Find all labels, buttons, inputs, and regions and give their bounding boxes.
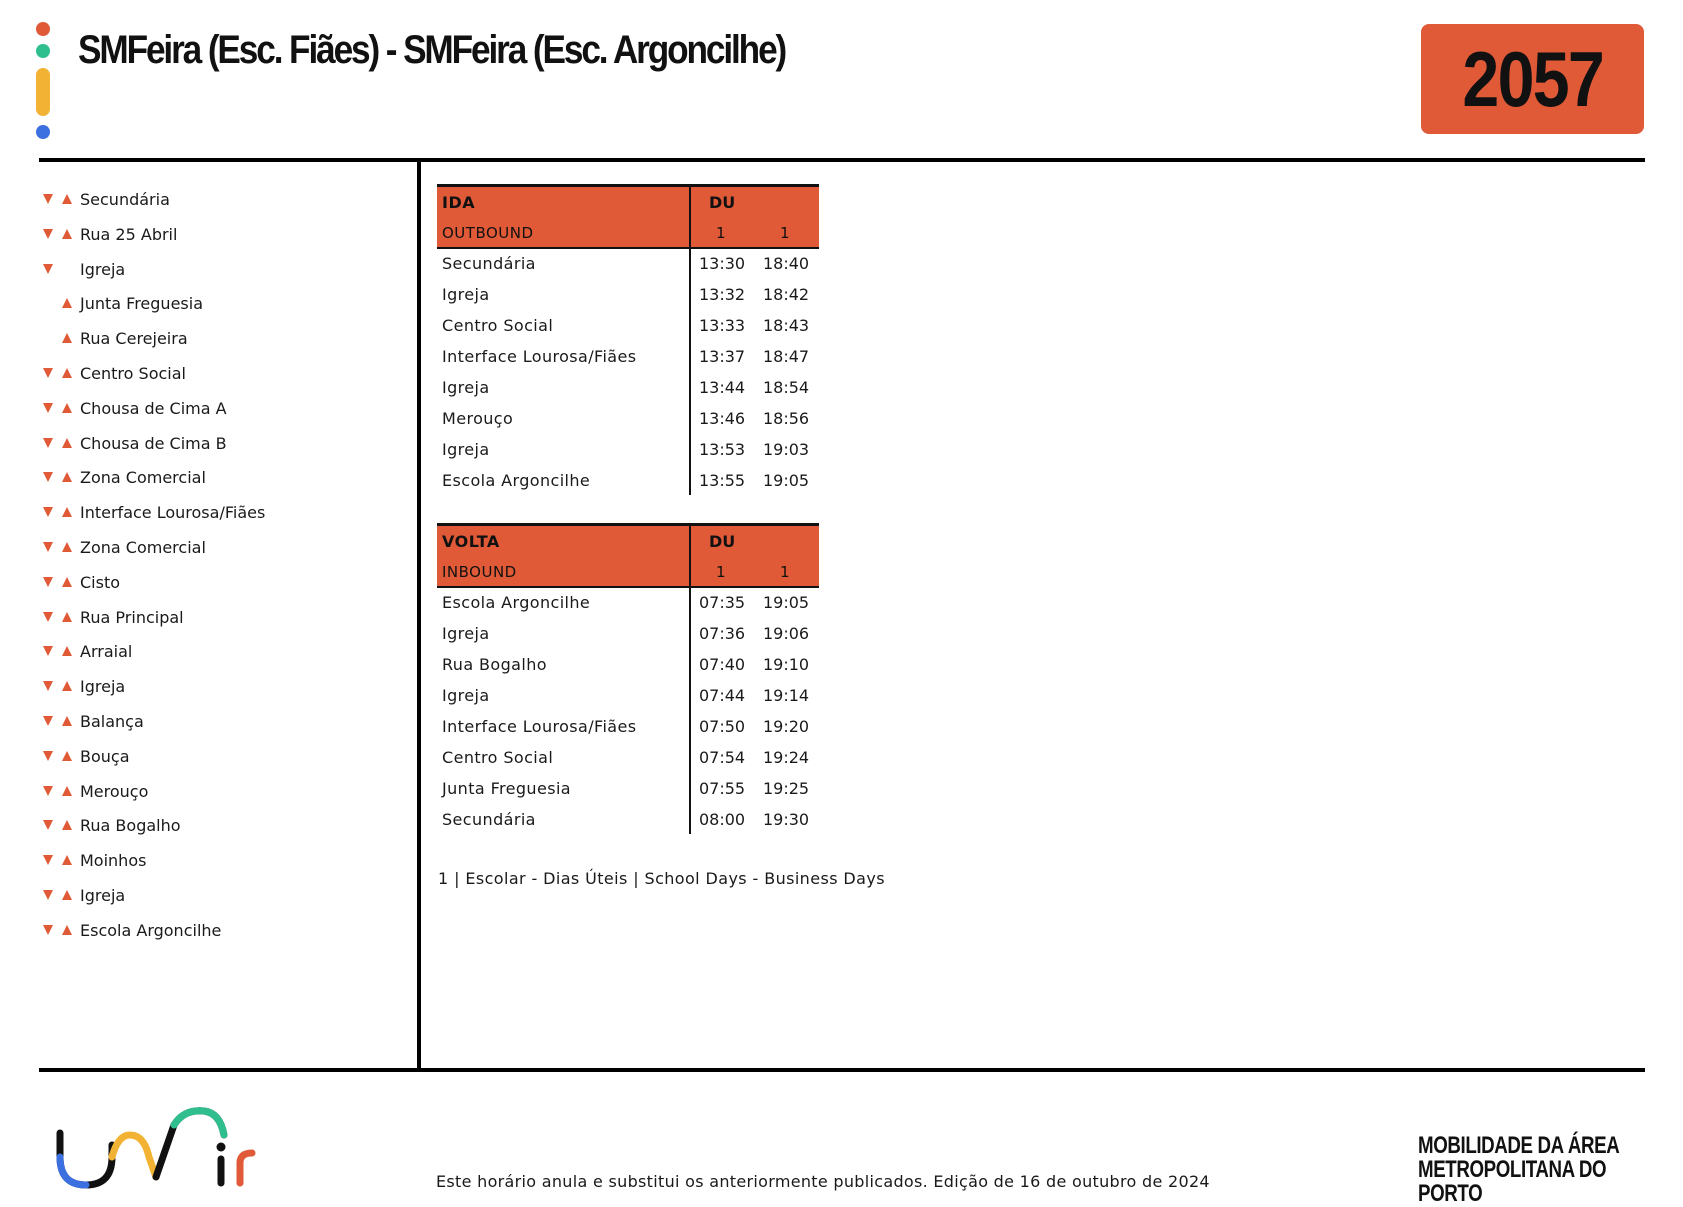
outbound-arrow-icon [43, 646, 53, 656]
outbound-arrow-icon [43, 403, 53, 413]
timetable-row [437, 650, 819, 681]
unir-logo [54, 1105, 259, 1199]
departure-time: 13:44 [699, 378, 746, 397]
timetable-row [437, 712, 819, 743]
stop-list-item [40, 225, 400, 260]
inbound-arrow-icon [62, 751, 72, 761]
direction-arrows [40, 434, 80, 454]
amp-logo [1418, 1134, 1625, 1206]
direction-arrows [40, 851, 80, 871]
departure-time: 07:35 [699, 593, 746, 612]
direction-arrows [40, 399, 80, 419]
departure-time: 19:24 [763, 748, 810, 767]
timetable-stop-name: Escola Argoncilhe [442, 471, 591, 490]
direction-arrows [40, 225, 80, 245]
stop-list-item [40, 886, 400, 921]
timetable-separator [689, 184, 691, 495]
timetable-row [437, 373, 819, 404]
dot-blue [36, 125, 50, 139]
timetable-stop-name: Secundária [442, 810, 536, 829]
direction-arrows [40, 260, 80, 280]
timetable-stop-name: Igreja [442, 686, 490, 705]
departure-time: 19:05 [763, 593, 810, 612]
stop-list-item [40, 329, 400, 364]
direction-arrows [40, 294, 80, 314]
stop-list-item [40, 573, 400, 608]
stop-label: Bouça [80, 746, 130, 766]
inbound-arrow-icon [62, 368, 72, 378]
day-type-label: DU [709, 532, 736, 551]
inbound-arrow-icon [62, 612, 72, 622]
stop-label: Cisto [80, 572, 121, 592]
inbound-arrow-icon [62, 542, 72, 552]
stop-label: Escola Argoncilhe [80, 920, 222, 940]
departure-time: 18:40 [763, 254, 810, 273]
direction-arrows [40, 329, 80, 349]
timetable-row [437, 588, 819, 619]
outbound-arrow-icon [43, 612, 53, 622]
timetable-stop-name: Igreja [442, 378, 490, 397]
stop-list-item [40, 468, 400, 503]
outbound-arrow-icon [43, 786, 53, 796]
stop-list-item [40, 608, 400, 643]
inbound-arrow-icon [62, 472, 72, 482]
route-number: 2057 [1462, 34, 1603, 123]
timetable-stop-name: Interface Lourosa/Fiães [442, 717, 637, 736]
direction-arrows [40, 364, 80, 384]
departure-time: 13:30 [699, 254, 746, 273]
departure-time: 07:55 [699, 779, 746, 798]
timetable-rows [437, 588, 819, 836]
direction-arrows [40, 503, 80, 523]
stop-list-item [40, 503, 400, 538]
direction-arrows [40, 921, 80, 941]
inbound-arrow-icon [62, 438, 72, 448]
stop-list-item [40, 642, 400, 677]
outbound-arrow-icon [43, 751, 53, 761]
timetable-outbound [437, 184, 819, 497]
timetable-stop-name: Escola Argoncilhe [442, 593, 591, 612]
outbound-arrow-icon [43, 229, 53, 239]
stop-label: Rua 25 Abril [80, 224, 178, 244]
departure-time: 18:47 [763, 347, 810, 366]
timetable-separator [689, 523, 691, 834]
stop-list-item [40, 816, 400, 851]
timetable-stop-name: Merouço [442, 409, 514, 428]
direction-arrows [40, 677, 80, 697]
stop-label: Chousa de Cima A [80, 398, 227, 418]
direction-arrows [40, 886, 80, 906]
inbound-arrow-icon [62, 507, 72, 517]
timetable-row [437, 311, 819, 342]
inbound-arrow-icon [62, 194, 72, 204]
inbound-arrow-icon [62, 855, 72, 865]
stop-list-item [40, 364, 400, 399]
departure-time: 18:42 [763, 285, 810, 304]
direction-arrows [40, 608, 80, 628]
inbound-arrow-icon [62, 229, 72, 239]
stop-label: Rua Principal [80, 607, 184, 627]
stop-list-item [40, 712, 400, 747]
column-divider [417, 162, 421, 1070]
timetable-stop-name: Rua Bogalho [442, 655, 547, 674]
direction-sublabel: INBOUND [442, 563, 517, 581]
timetable-stop-name: Igreja [442, 285, 490, 304]
stop-label: Igreja [80, 885, 126, 905]
departure-time: 13:55 [699, 471, 746, 490]
timetable-stop-name: Centro Social [442, 316, 554, 335]
outbound-arrow-icon [43, 472, 53, 482]
timetable-stop-name: Centro Social [442, 748, 554, 767]
departure-time: 13:46 [699, 409, 746, 428]
amp-logo-line2: METROPOLITANA DO PORTO [1418, 1156, 1607, 1207]
stop-label: Moinhos [80, 851, 147, 871]
stop-label: Junta Freguesia [80, 294, 203, 314]
inbound-arrow-icon [62, 820, 72, 830]
direction-arrows [40, 712, 80, 732]
outbound-arrow-icon [43, 925, 53, 935]
stop-list [40, 190, 400, 956]
outbound-arrow-icon [43, 681, 53, 691]
timetable-stop-name: Igreja [442, 440, 490, 459]
stop-list-item [40, 747, 400, 782]
stop-list-item [40, 434, 400, 469]
timetable-stop-name: Secundária [442, 254, 536, 273]
departure-time: 19:05 [763, 471, 810, 490]
departure-time: 07:40 [699, 655, 746, 674]
departure-time: 07:36 [699, 624, 746, 643]
outbound-arrow-icon [43, 577, 53, 587]
stop-list-item [40, 294, 400, 329]
stop-list-item [40, 399, 400, 434]
timetable-stop-name: Igreja [442, 624, 490, 643]
amp-logo-line1: MOBILIDADE DA ÁREA [1418, 1132, 1620, 1159]
departure-time: 07:54 [699, 748, 746, 767]
direction-sublabel: OUTBOUND [442, 224, 534, 242]
direction-arrows [40, 816, 80, 836]
stop-label: Igreja [80, 677, 126, 697]
inbound-arrow-icon [62, 646, 72, 656]
departure-time: 19:14 [763, 686, 810, 705]
outbound-arrow-icon [43, 890, 53, 900]
inbound-arrow-icon [62, 716, 72, 726]
timetable-inbound [437, 523, 819, 836]
direction-label: VOLTA [442, 532, 500, 551]
stop-label: Arraial [80, 642, 133, 662]
departure-time: 19:06 [763, 624, 810, 643]
dot-yellow-pill [36, 68, 50, 116]
timetable-row [437, 404, 819, 435]
direction-arrows [40, 573, 80, 593]
stop-list-item [40, 782, 400, 817]
direction-arrows [40, 538, 80, 558]
timetable-stop-name: Junta Freguesia [442, 779, 571, 798]
timetable-row [437, 280, 819, 311]
timetable-row [437, 619, 819, 650]
departure-time: 13:32 [699, 285, 746, 304]
direction-arrows [40, 747, 80, 767]
inbound-arrow-icon [62, 577, 72, 587]
stop-label: Rua Cerejeira [80, 329, 188, 349]
stop-list-item [40, 851, 400, 886]
timetable-row [437, 435, 819, 466]
stop-label: Merouço [80, 781, 149, 801]
outbound-arrow-icon [43, 716, 53, 726]
departure-time: 19:03 [763, 440, 810, 459]
outbound-arrow-icon [43, 264, 53, 274]
unir-logo-icon [54, 1105, 259, 1195]
timetable-header [437, 523, 819, 588]
service-code-1: 1 [716, 224, 726, 242]
dot-teal [36, 44, 50, 58]
timetable-row [437, 774, 819, 805]
service-code-2: 1 [780, 563, 790, 581]
stop-label: Zona Comercial [80, 468, 206, 488]
departure-time: 07:50 [699, 717, 746, 736]
outbound-arrow-icon [43, 820, 53, 830]
departure-time: 19:30 [763, 810, 810, 829]
stop-list-item [40, 538, 400, 573]
outbound-arrow-icon [43, 194, 53, 204]
stop-label: Zona Comercial [80, 537, 206, 557]
footer-divider [39, 1068, 1645, 1072]
direction-label: IDA [442, 193, 476, 212]
stop-list-item [40, 260, 400, 295]
outbound-arrow-icon [43, 855, 53, 865]
inbound-arrow-icon [62, 925, 72, 935]
timetable-row [437, 743, 819, 774]
stop-label: Rua Bogalho [80, 816, 181, 836]
stop-list-item [40, 190, 400, 225]
direction-arrows [40, 190, 80, 210]
departure-time: 19:25 [763, 779, 810, 798]
day-type-label: DU [709, 193, 736, 212]
departure-time: 07:44 [699, 686, 746, 705]
stop-label: Interface Lourosa/Fiães [80, 503, 266, 523]
direction-arrows [40, 642, 80, 662]
timetable-row [437, 681, 819, 712]
outbound-arrow-icon [43, 438, 53, 448]
inbound-arrow-icon [62, 333, 72, 343]
departure-time: 13:37 [699, 347, 746, 366]
stop-label: Chousa de Cima B [80, 433, 227, 453]
timetable-row [437, 249, 819, 280]
outbound-arrow-icon [43, 507, 53, 517]
timetable-stop-name: Interface Lourosa/Fiães [442, 347, 637, 366]
service-code-2: 1 [780, 224, 790, 242]
inbound-arrow-icon [62, 890, 72, 900]
inbound-arrow-icon [62, 681, 72, 691]
outbound-arrow-icon [43, 542, 53, 552]
dot-orange [36, 22, 50, 36]
departure-time: 19:20 [763, 717, 810, 736]
timetable-row [437, 342, 819, 373]
route-title: SMFeira (Esc. Fiães) - SMFeira (Esc. Argoncilhe) [78, 28, 786, 72]
departure-time: 08:00 [699, 810, 746, 829]
departure-time: 13:53 [699, 440, 746, 459]
direction-arrows [40, 782, 80, 802]
timetable-row [437, 466, 819, 497]
departure-time: 18:54 [763, 378, 810, 397]
service-code-1: 1 [716, 563, 726, 581]
inbound-arrow-icon [62, 403, 72, 413]
stop-list-item [40, 677, 400, 712]
stop-list-item [40, 921, 400, 956]
service-footnote: 1 | Escolar - Dias Úteis | School Days - Business Days [438, 869, 885, 888]
edition-notice: Este horário anula e substitui os anteriormente publicados. Edição de 16 de outubro de 2024 [436, 1172, 1210, 1191]
departure-time: 19:10 [763, 655, 810, 674]
stop-label: Igreja [80, 259, 126, 279]
departure-time: 18:56 [763, 409, 810, 428]
inbound-arrow-icon [62, 786, 72, 796]
stop-label: Centro Social [80, 363, 186, 383]
direction-arrows [40, 468, 80, 488]
departure-time: 13:33 [699, 316, 746, 335]
stop-label: Secundária [80, 190, 170, 209]
timetable-row [437, 805, 819, 836]
stop-label: Balança [80, 711, 144, 731]
inbound-arrow-icon [62, 298, 72, 308]
timetable-header [437, 184, 819, 249]
departure-time: 18:43 [763, 316, 810, 335]
route-number-badge [1421, 24, 1644, 134]
timetable-rows [437, 249, 819, 497]
outbound-arrow-icon [43, 368, 53, 378]
header-divider [39, 158, 1645, 162]
